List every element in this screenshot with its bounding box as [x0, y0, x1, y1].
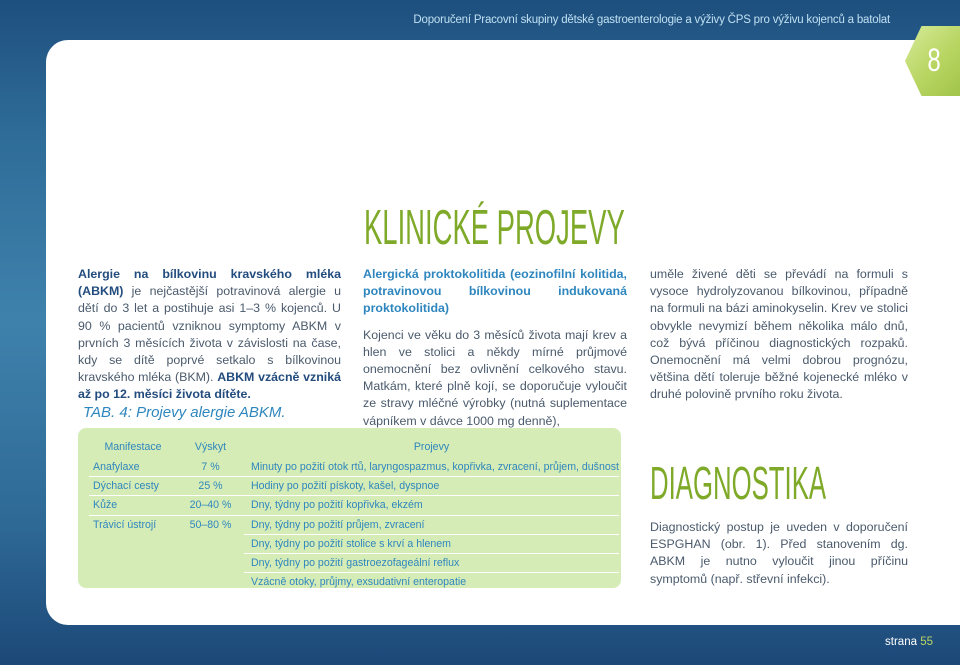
table-row — [89, 515, 619, 534]
cell-projevy: Dny, týdny po požití gastroezofageální reflux — [244, 553, 619, 572]
cell-projevy: Dny, týdny po požití kopřivka, ekzém — [244, 496, 619, 515]
cell-manifestace — [89, 573, 177, 592]
cell-vyskyt: 7 % — [177, 458, 244, 477]
cell-vyskyt: 25 % — [177, 477, 244, 496]
table-container — [78, 428, 621, 588]
cell-vyskyt — [177, 553, 244, 572]
header-vyskyt: Výskyt — [194, 441, 227, 453]
table-row — [89, 496, 619, 515]
lead-bold-text: Alergie na bílkovinu kravského mléka (ABKM) — [78, 267, 341, 299]
cell-manifestace: Anafylaxe — [89, 458, 177, 477]
text-column-1 — [78, 266, 341, 404]
paragraph-text: Kojenci ve věku do 3 měsíců života mají krev a hlen ve stolici a někdy mírné průjmové onemocnění bez ovlivnění celkového stavu. Matkám, které plně kojí, se doporučuje vyloučit ze stravy mléčné výrobky (nutná suplementace vápníkem v dávce 1000 mg denně), — [363, 327, 627, 428]
chapter-number: 8 — [927, 42, 941, 78]
symptoms-table — [89, 436, 619, 591]
cell-vyskyt: 50–80 % — [189, 518, 232, 531]
table-row — [89, 458, 619, 477]
section-heading-diagnostika: DIAGNOSTIKA — [650, 457, 827, 509]
text-column-3 — [650, 266, 908, 404]
cell-manifestace: Kůže — [89, 496, 177, 515]
table-header-row — [89, 436, 619, 458]
table-row — [89, 477, 619, 496]
header-projevy: Projevy — [413, 441, 450, 453]
tail-bold-text: ABKM vzácně vzniká až po 12. měsíci života dítěte. — [78, 370, 341, 402]
cell-manifestace — [89, 553, 177, 572]
footer-label: strana — [885, 636, 917, 648]
cell-projevy: Minuty po požití otok rtů, laryngospazmus, kopřivka, zvracení, průjem, dušnost — [244, 458, 619, 477]
cell-vyskyt: 20–40 % — [177, 496, 244, 515]
subheading-proktokolitida: Alergická proktokolitida (eozinofilní kolitida, potravinovou bílkovinou indukovaná proktokolitida) — [363, 267, 627, 316]
cell-projevy: Dny, týdny po požití průjem, zvracení — [244, 515, 619, 534]
paragraph-abkm-intro — [78, 266, 341, 404]
table-row — [89, 534, 619, 553]
text-column-2 — [363, 266, 627, 430]
cell-manifestace: Trávicí ústrojí — [93, 518, 157, 531]
paragraph-text: uměle živené děti se převádí na formuli s vysoce hydrolyzovanou bílkovinou, případně na formuli na bázi aminokyselin. Krev ve stolici obvykle nevymizí během několika málo dnů, což bývá příčinou diagnostických rozpaků. Onemocnění má velmi dobrou prognózu, většina dětí toleruje běžné kojenecké mléko v druhé polovině prvního roku života. — [650, 267, 908, 402]
cell-vyskyt — [177, 573, 244, 592]
table-row — [89, 573, 619, 592]
cell-projevy: Dny, týdny po požití stolice s krví a hlenem — [244, 534, 619, 553]
text-column-diagnostika — [650, 519, 908, 588]
running-header-title: Doporučení Pracovní skupiny dětské gastroenterologie a výživy ČPS pro výživu kojenců a batolat — [413, 14, 890, 26]
cell-projevy: Hodiny po požití pískoty, kašel, dyspnoe — [244, 477, 619, 496]
cell-projevy: Vzácně otoky, průjmy, exsudativní enteropatie — [251, 576, 467, 589]
cell-manifestace — [89, 534, 177, 553]
table-row — [89, 553, 619, 572]
cell-vyskyt — [177, 534, 244, 553]
header-manifestace: Manifestace — [104, 441, 162, 453]
paragraph-text: je nejčastější potravinová alergie u dětí do 3 let a postihuje asi 1–3 % kojenců. U 90 % pacientů vzniknou symptomy ABKM v prvních 3 měsících života v závislosti na čase, kdy se dítě poprvé setkalo s bílkovinou kravského mléka (BKM). — [78, 284, 341, 385]
page-footer — [885, 636, 933, 648]
paragraph-text: Diagnostický postup je uveden v doporučení ESPGHAN (obr. 1). Před stanovením dg. ABKM je nutno vyloučit jinou příčinu symptomů (např. střevní infekci). — [650, 520, 908, 586]
table-caption: TAB. 4: Projevy alergie ABKM. — [83, 404, 286, 421]
page-number: 55 — [920, 636, 933, 648]
cell-manifestace: Dýchací cesty — [89, 477, 177, 496]
section-heading-klinicke-projevy: KLINICKÉ PROJEVY — [364, 201, 625, 255]
